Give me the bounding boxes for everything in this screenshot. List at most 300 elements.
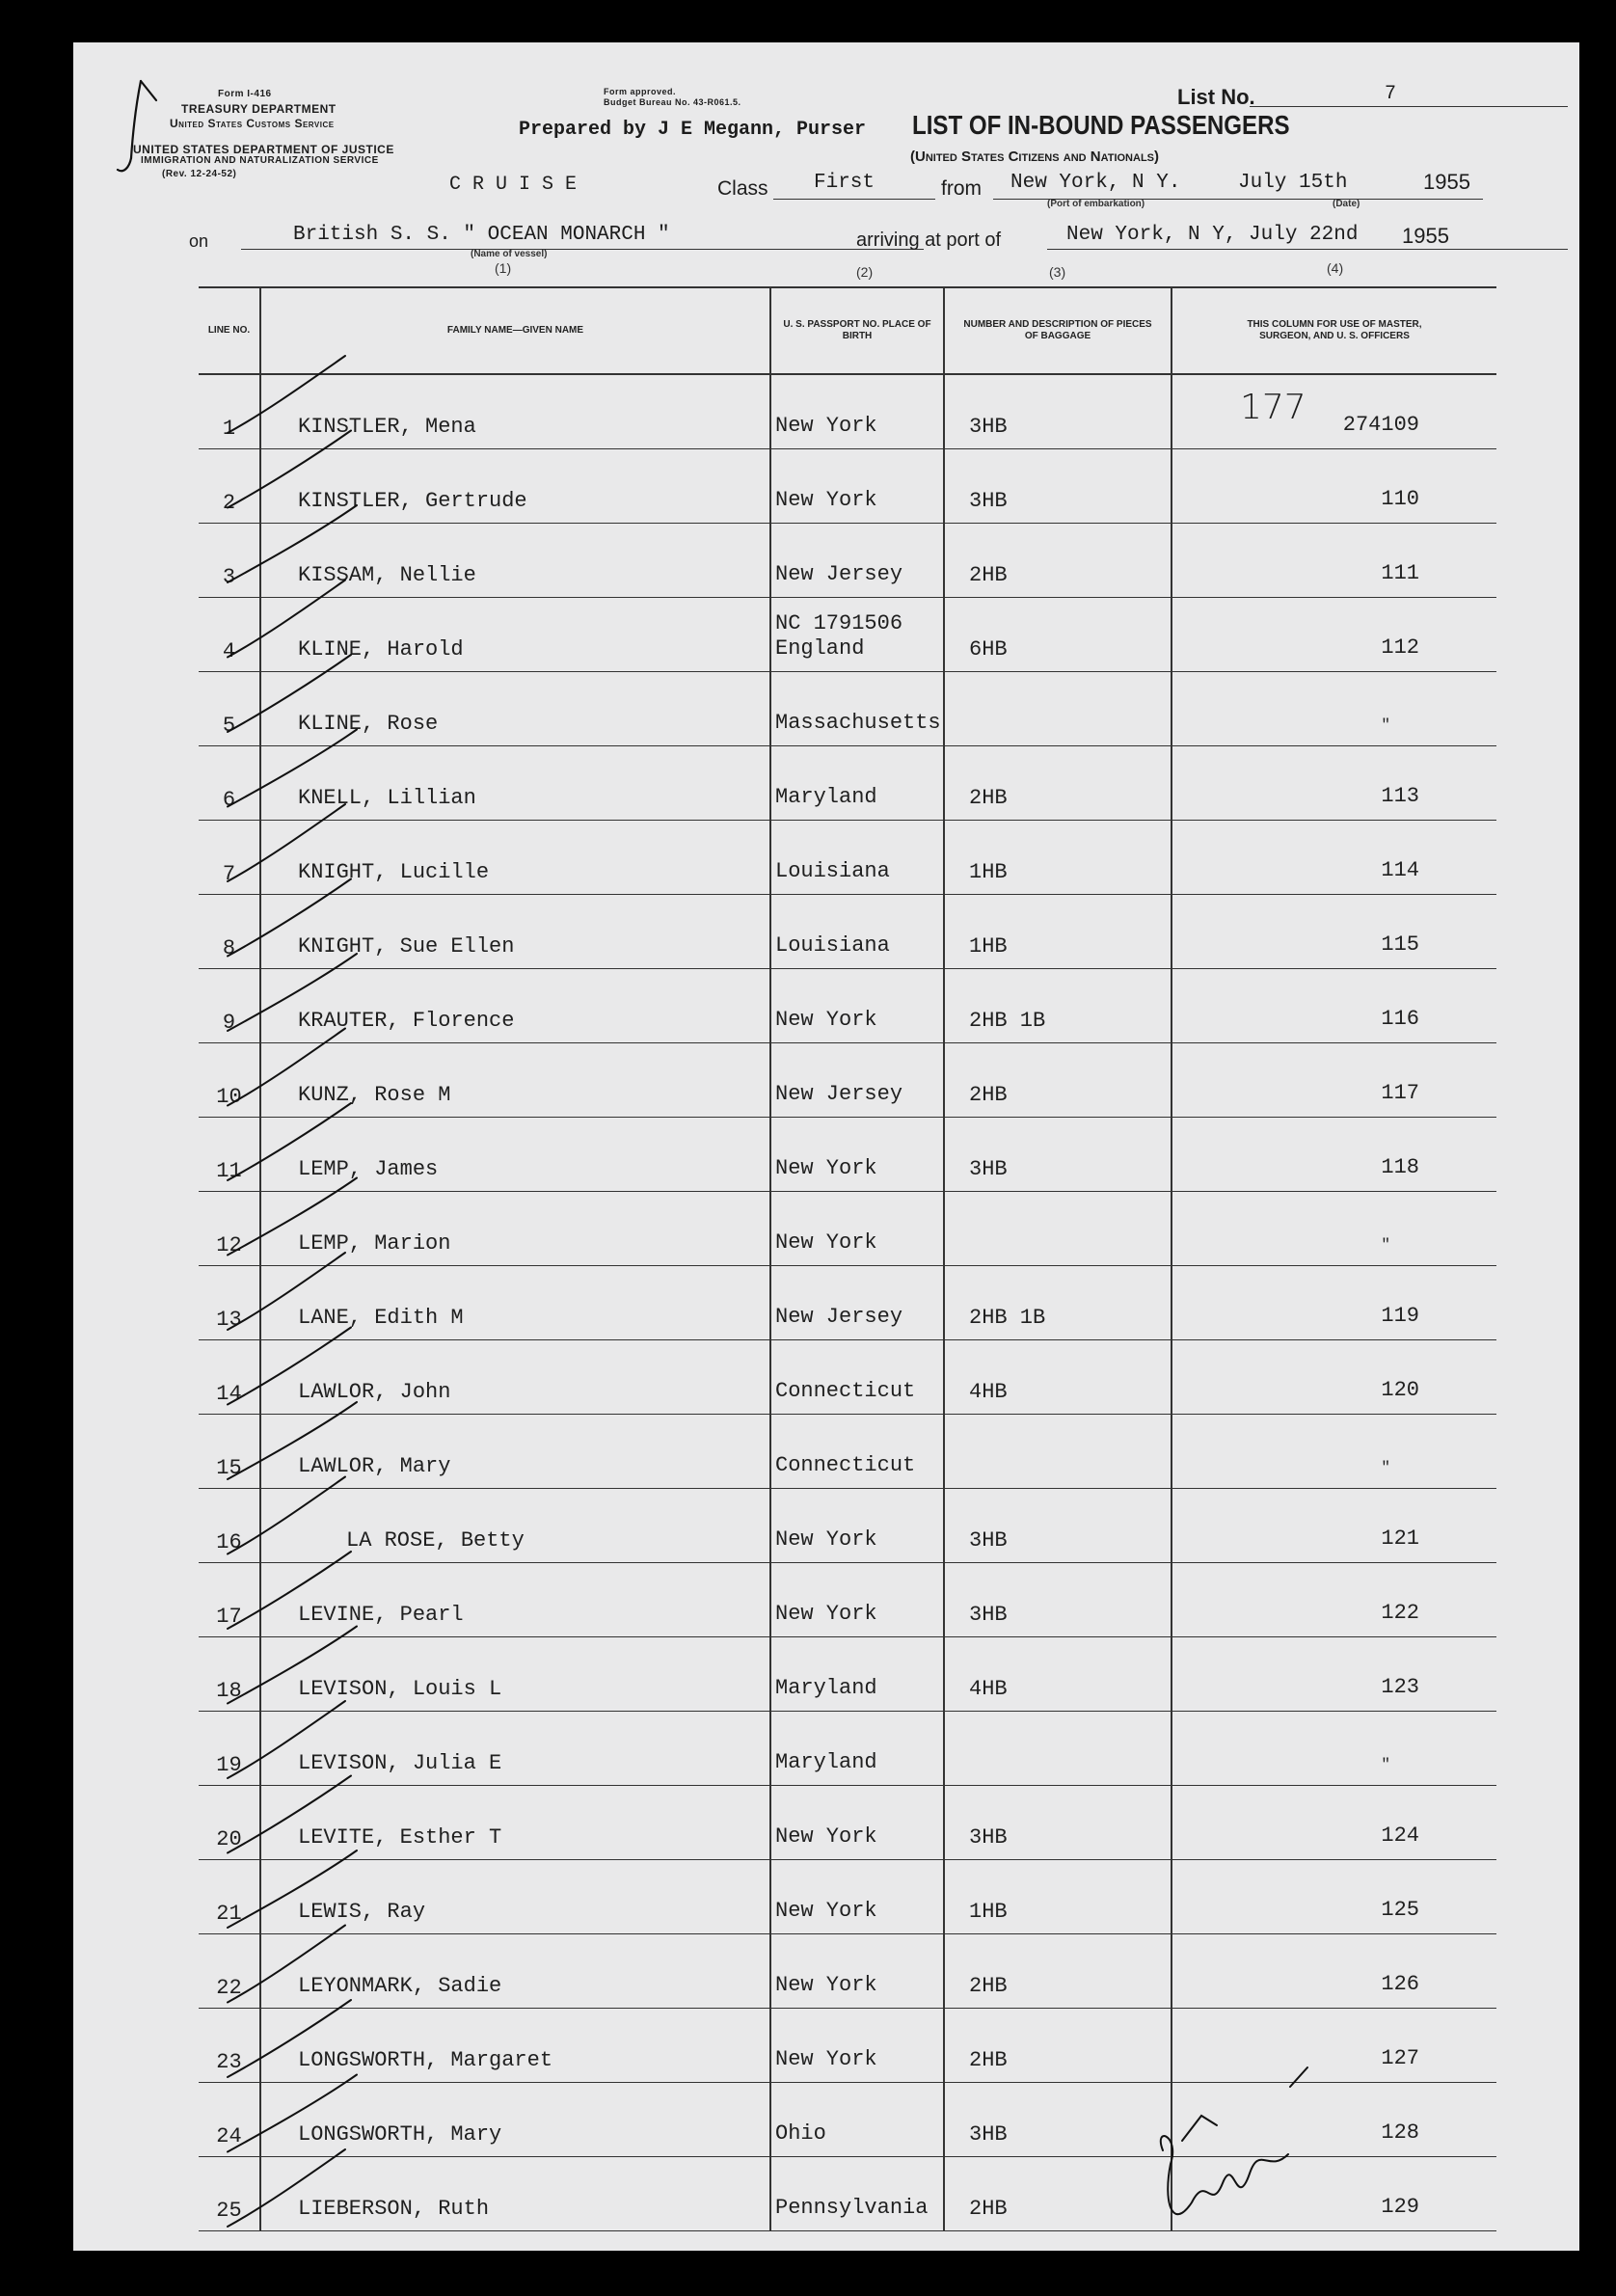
passenger-name: LEYONMARK, Sadie	[298, 1974, 502, 1998]
line-number-text: 19	[216, 1753, 242, 1777]
place-text: New York	[775, 488, 877, 512]
line-number-text: 2	[222, 491, 236, 515]
official-use-cell	[1172, 672, 1496, 746]
passenger-name: LEWIS, Ray	[298, 1900, 426, 1924]
official-use-cell	[1172, 1118, 1496, 1192]
line-number-text: 14	[216, 1382, 242, 1406]
line-number-text: 16	[216, 1530, 242, 1554]
baggage-cell	[944, 2009, 1172, 2083]
table-row	[199, 895, 1496, 969]
place-text: Pennsylvania	[775, 2196, 929, 2220]
place-text: New York	[775, 1008, 877, 1032]
table-row	[199, 598, 1496, 672]
baggage-cell	[944, 1266, 1172, 1340]
line-number-text: 7	[222, 862, 236, 886]
baggage-cell	[944, 1415, 1172, 1489]
official-number: "	[1381, 1236, 1390, 1254]
line-number	[199, 895, 260, 969]
baggage-description: 2HB 1B	[969, 1009, 1046, 1033]
on-label: on	[189, 231, 209, 251]
official-number: 114	[1381, 858, 1419, 882]
cruise-label: C R U I S E	[449, 174, 578, 196]
table-row	[199, 2009, 1496, 2083]
place-text: New Jersey	[775, 562, 903, 586]
port-caption: (Port of embarkation)	[1047, 199, 1145, 209]
table-row	[199, 1340, 1496, 1415]
baggage-description: 3HB	[969, 489, 1008, 513]
baggage-cell	[944, 1860, 1172, 1934]
place-of-birth-cell	[770, 1118, 944, 1192]
class-value: First	[814, 172, 875, 194]
place-text: New York	[775, 1527, 877, 1552]
table-row	[199, 1860, 1496, 1934]
place-of-birth-cell	[770, 2083, 944, 2157]
official-number: 126	[1381, 1972, 1419, 1996]
place-of-birth-cell	[770, 672, 944, 746]
place-of-birth-cell	[770, 1563, 944, 1637]
passenger-name-cell	[260, 1934, 770, 2009]
line-number	[199, 2009, 260, 2083]
date-caption: (Date)	[1333, 199, 1360, 209]
list-title: LIST OF IN-BOUND PASSENGERS	[912, 110, 1290, 140]
line-number-text: 4	[222, 639, 236, 663]
place-of-birth	[775, 1379, 915, 1404]
budget-bureau-number: Budget Bureau No. 43-R061.5.	[604, 97, 741, 107]
line-number	[199, 1340, 260, 1415]
passenger-name: LEMP, James	[298, 1157, 439, 1181]
table-row	[199, 524, 1496, 598]
place-text: Louisiana	[775, 933, 890, 958]
official-number: 113	[1381, 784, 1419, 808]
place-text: New Jersey	[775, 1082, 903, 1106]
handwritten-177: 177	[1240, 388, 1306, 427]
from-year: 1955	[1423, 170, 1470, 194]
baggage-description: 3HB	[969, 1603, 1008, 1627]
line-number-text: 6	[222, 788, 236, 812]
line-number	[199, 1192, 260, 1266]
table-row	[199, 1563, 1496, 1637]
place-text: Maryland	[775, 1676, 877, 1700]
passenger-name-cell	[260, 524, 770, 598]
table-row	[199, 2157, 1496, 2231]
passenger-name-cell	[260, 598, 770, 672]
official-use-cell	[1172, 598, 1496, 672]
baggage-description: 3HB	[969, 2122, 1008, 2147]
passenger-name: LEVINE, Pearl	[298, 1603, 464, 1627]
column-number-3: (3)	[1049, 264, 1066, 280]
arrival-port-date: New York, N Y, July 22nd	[1066, 224, 1359, 246]
official-use-cell	[1172, 1860, 1496, 1934]
line-number	[199, 2083, 260, 2157]
place-text: Connecticut	[775, 1379, 916, 1403]
baggage-description: 2HB	[969, 1083, 1008, 1107]
baggage-cell	[944, 449, 1172, 524]
official-use-cell	[1172, 1340, 1496, 1415]
place-of-birth-cell	[770, 598, 944, 672]
line-number-text: 18	[216, 1679, 242, 1703]
official-number: 125	[1381, 1898, 1419, 1922]
place-of-birth-cell	[770, 1860, 944, 1934]
baggage-cell	[944, 1192, 1172, 1266]
official-number: 121	[1381, 1526, 1419, 1551]
place-of-birth-cell	[770, 969, 944, 1043]
line-number-text: 21	[216, 1902, 242, 1926]
vessel-line	[241, 249, 924, 250]
immigration-service: IMMIGRATION AND NATURALIZATION SERVICE	[141, 155, 379, 166]
passenger-name-cell	[260, 895, 770, 969]
line-number	[199, 1563, 260, 1637]
official-number: 124	[1381, 1823, 1419, 1848]
passenger-name-cell	[260, 1786, 770, 1860]
header-line-no: LINE NO.	[199, 288, 260, 374]
vessel-caption: (Name of vessel)	[471, 249, 548, 259]
line-number-text: 22	[216, 1976, 242, 2000]
place-text: New York	[775, 1973, 877, 1997]
passenger-name-cell	[260, 1860, 770, 1934]
line-number-text: 5	[222, 714, 236, 738]
baggage-description: 2HB	[969, 563, 1008, 587]
place-of-birth	[775, 1527, 877, 1553]
baggage-description: 2HB	[969, 2048, 1008, 2072]
arrival-year: 1955	[1402, 224, 1449, 248]
official-number: 111	[1381, 561, 1419, 585]
customs-service: United States Customs Service	[170, 117, 335, 130]
official-number: 122	[1381, 1601, 1419, 1625]
line-number-text: 20	[216, 1827, 242, 1851]
baggage-cell	[944, 374, 1172, 449]
passenger-name: KINSTLER, Mena	[298, 415, 476, 439]
baggage-cell	[944, 1934, 1172, 2009]
passenger-name: KRAUTER, Florence	[298, 1009, 515, 1033]
passenger-name-cell	[260, 1415, 770, 1489]
passenger-name-cell	[260, 1043, 770, 1118]
official-number: 115	[1381, 932, 1419, 957]
baggage-cell	[944, 969, 1172, 1043]
table-row	[199, 1118, 1496, 1192]
place-of-birth-cell	[770, 1712, 944, 1786]
place-text: New York	[775, 2047, 877, 2071]
passenger-name-cell	[260, 1563, 770, 1637]
table-row	[199, 1192, 1496, 1266]
passenger-name: KINSTLER, Gertrude	[298, 489, 527, 513]
header-baggage: NUMBER AND DESCRIPTION OF PIECES OF BAGGAGE	[944, 288, 1172, 374]
line-number-text: 9	[222, 1011, 236, 1035]
official-number: 118	[1381, 1155, 1419, 1179]
place-of-birth	[775, 1230, 877, 1256]
baggage-cell	[944, 1118, 1172, 1192]
line-number	[199, 374, 260, 449]
place-of-birth-cell	[770, 1489, 944, 1563]
place-text: Louisiana	[775, 859, 890, 883]
baggage-cell	[944, 2083, 1172, 2157]
table-row	[199, 1786, 1496, 1860]
baggage-cell	[944, 895, 1172, 969]
passenger-name: KNIGHT, Sue Ellen	[298, 934, 515, 959]
table-row	[199, 1415, 1496, 1489]
place-text: England	[775, 636, 865, 661]
baggage-description: 2HB 1B	[969, 1306, 1046, 1330]
official-use-cell	[1172, 374, 1496, 449]
place-text: New York	[775, 1230, 877, 1255]
place-of-birth	[775, 1082, 902, 1107]
column-number-4: (4)	[1327, 260, 1344, 276]
baggage-description: 1HB	[969, 860, 1008, 884]
line-number	[199, 1118, 260, 1192]
baggage-cell	[944, 1786, 1172, 1860]
baggage-description: 1HB	[969, 1900, 1008, 1924]
passenger-name-cell	[260, 449, 770, 524]
table-row	[199, 672, 1496, 746]
table-row	[199, 1712, 1496, 1786]
header-name: FAMILY NAME—GIVEN NAME	[260, 288, 770, 374]
passenger-table	[199, 288, 1496, 2231]
passenger-name: LANE, Edith M	[298, 1306, 464, 1330]
place-of-birth-cell	[770, 1340, 944, 1415]
official-use-cell	[1172, 524, 1496, 598]
line-number	[199, 1637, 260, 1712]
form-number: Form I-416	[218, 89, 272, 99]
line-number-text: 23	[216, 2050, 242, 2074]
list-number-value: 7	[1385, 83, 1397, 105]
place-of-birth	[775, 1676, 877, 1701]
official-use-cell	[1172, 1637, 1496, 1712]
line-number	[199, 1043, 260, 1118]
passenger-name: LEVISON, Julia E	[298, 1751, 502, 1775]
line-number-text: 10	[216, 1085, 242, 1109]
line-number-text: 13	[216, 1308, 242, 1332]
passenger-name: KISSAM, Nellie	[298, 563, 476, 587]
line-number-text: 12	[216, 1233, 242, 1257]
vessel-name: British S. S. " OCEAN MONARCH "	[293, 224, 670, 246]
place-of-birth	[775, 414, 877, 439]
from-label: from	[941, 177, 982, 200]
from-date: July 15th	[1238, 172, 1348, 194]
passenger-name: LAWLOR, Mary	[298, 1454, 451, 1478]
official-use-cell	[1172, 449, 1496, 524]
place-of-birth-cell	[770, 374, 944, 449]
table-row	[199, 1266, 1496, 1340]
place-text: Maryland	[775, 785, 877, 809]
line-number-text: 17	[216, 1605, 242, 1629]
line-number-text: 11	[216, 1159, 242, 1183]
line-number	[199, 821, 260, 895]
official-use-cell	[1172, 2083, 1496, 2157]
baggage-cell	[944, 821, 1172, 895]
place-of-birth	[775, 611, 902, 662]
place-of-birth	[775, 1973, 877, 1998]
place-of-birth	[775, 859, 890, 884]
passenger-name: KUNZ, Rose M	[298, 1083, 451, 1107]
place-of-birth-cell	[770, 895, 944, 969]
manifest-page	[73, 42, 1579, 2251]
passenger-name-cell	[260, 1637, 770, 1712]
place-of-birth	[775, 2047, 877, 2072]
official-number: 112	[1381, 635, 1419, 660]
passenger-name: LA ROSE, Betty	[346, 1528, 525, 1553]
place-of-birth	[775, 1305, 902, 1330]
passenger-name: LONGSWORTH, Mary	[298, 2122, 502, 2147]
official-number: 120	[1381, 1378, 1419, 1402]
official-use-cell	[1172, 2009, 1496, 2083]
column-number-2: (2)	[856, 264, 874, 280]
official-number: 116	[1381, 1007, 1419, 1031]
line-number	[199, 2157, 260, 2231]
line-number	[199, 1489, 260, 1563]
place-of-birth-cell	[770, 746, 944, 821]
official-number: "	[1381, 716, 1390, 734]
place-of-birth	[775, 2121, 826, 2147]
class-label: Class	[717, 177, 768, 200]
line-number	[199, 1712, 260, 1786]
line-number	[199, 1415, 260, 1489]
baggage-description: 3HB	[969, 1825, 1008, 1850]
official-use-cell	[1172, 746, 1496, 821]
table-row	[199, 1637, 1496, 1712]
baggage-cell	[944, 1489, 1172, 1563]
department-of-justice: UNITED STATES DEPARTMENT OF JUSTICE	[133, 143, 394, 156]
line-number	[199, 1934, 260, 2009]
official-number: 117	[1381, 1081, 1419, 1105]
passenger-name-cell	[260, 746, 770, 821]
official-use-cell	[1172, 1415, 1496, 1489]
official-use-cell	[1172, 2157, 1496, 2231]
baggage-cell	[944, 524, 1172, 598]
place-of-birth-cell	[770, 821, 944, 895]
official-number: 123	[1381, 1675, 1419, 1699]
baggage-cell	[944, 1712, 1172, 1786]
baggage-description: 2HB	[969, 786, 1008, 810]
line-number	[199, 746, 260, 821]
place-of-birth	[775, 1602, 877, 1627]
line-number	[199, 969, 260, 1043]
arriving-label: arriving at port of	[856, 230, 1002, 251]
line-number-text: 25	[216, 2199, 242, 2223]
place-of-birth	[775, 1156, 877, 1181]
passenger-name: KNIGHT, Lucille	[298, 860, 490, 884]
passenger-name-cell	[260, 969, 770, 1043]
line-number	[199, 524, 260, 598]
place-of-birth-cell	[770, 1415, 944, 1489]
line-number-text: 1	[222, 417, 236, 441]
passenger-name: KNELL, Lillian	[298, 786, 476, 810]
place-of-birth-cell	[770, 1637, 944, 1712]
place-of-birth	[775, 2196, 928, 2221]
baggage-description: 4HB	[969, 1380, 1008, 1404]
passenger-name: LONGSWORTH, Margaret	[298, 2048, 553, 2072]
official-number: 128	[1381, 2120, 1419, 2145]
place-text: New Jersey	[775, 1305, 903, 1329]
place-of-birth	[775, 1824, 877, 1850]
passenger-name-cell	[260, 1340, 770, 1415]
passenger-name: LEVISON, Louis L	[298, 1677, 502, 1701]
baggage-cell	[944, 2157, 1172, 2231]
line-number	[199, 672, 260, 746]
line-number	[199, 1266, 260, 1340]
table-row	[199, 969, 1496, 1043]
place-of-birth-cell	[770, 1043, 944, 1118]
place-of-birth-cell	[770, 1786, 944, 1860]
place-of-birth	[775, 562, 902, 587]
baggage-cell	[944, 1043, 1172, 1118]
revision-date: (Rev. 12-24-52)	[162, 169, 237, 179]
passenger-name: KLINE, Rose	[298, 712, 439, 736]
place-text: Ohio	[775, 2121, 826, 2146]
passenger-name-cell	[260, 2009, 770, 2083]
baggage-cell	[944, 1637, 1172, 1712]
place-of-birth-cell	[770, 1934, 944, 2009]
line-number-text: 15	[216, 1456, 242, 1480]
from-port: New York, N Y.	[1010, 172, 1181, 194]
prepared-by: Prepared by J E Megann, Purser	[519, 119, 867, 141]
official-number: 110	[1381, 487, 1419, 511]
baggage-description: 6HB	[969, 637, 1008, 662]
official-number: "	[1381, 1459, 1390, 1476]
place-of-birth-cell	[770, 2157, 944, 2231]
passenger-name: LIEBERSON, Ruth	[298, 2197, 490, 2221]
table-row	[199, 1934, 1496, 2009]
header-official-use: THIS COLUMN FOR USE OF MASTER, SURGEON, AND U. S. OFFICERS	[1172, 288, 1496, 374]
official-use-cell	[1172, 821, 1496, 895]
place-text: New York	[775, 1824, 877, 1849]
line-number-text: 3	[222, 565, 236, 589]
baggage-cell	[944, 1340, 1172, 1415]
list-subtitle: (United States Citizens and Nationals)	[910, 149, 1159, 165]
place-of-birth-cell	[770, 2009, 944, 2083]
official-number: 127	[1381, 2046, 1419, 2070]
baggage-description: 2HB	[969, 2197, 1008, 2221]
list-number-label: List No.	[1177, 85, 1255, 109]
header-passport: U. S. PASSPORT NO. PLACE OF BIRTH	[770, 288, 944, 374]
passenger-name: LAWLOR, John	[298, 1380, 451, 1404]
official-use-cell	[1172, 1712, 1496, 1786]
place-text: New York	[775, 1156, 877, 1180]
place-text: Massachusetts	[775, 711, 941, 735]
passenger-name-cell	[260, 374, 770, 449]
baggage-description: 2HB	[969, 1974, 1008, 1998]
column-number-1: (1)	[495, 260, 512, 276]
official-number: 274109	[1342, 413, 1419, 437]
place-of-birth	[775, 1750, 877, 1775]
official-use-cell	[1172, 1563, 1496, 1637]
place-text: Maryland	[775, 1750, 877, 1774]
treasury-department: TREASURY DEPARTMENT	[181, 102, 337, 116]
baggage-description: 3HB	[969, 1157, 1008, 1181]
place-of-birth	[775, 1008, 877, 1033]
line-number-text: 24	[216, 2124, 242, 2148]
place-of-birth	[775, 488, 877, 513]
table-row	[199, 449, 1496, 524]
place-of-birth-cell	[770, 1192, 944, 1266]
line-number	[199, 1860, 260, 1934]
form-approved: Form approved.	[604, 87, 677, 96]
list-number-line	[1250, 106, 1568, 107]
official-use-cell	[1172, 1266, 1496, 1340]
place-of-birth	[775, 711, 941, 736]
official-use-cell	[1172, 969, 1496, 1043]
place-of-birth	[775, 1899, 877, 1924]
place-text: Connecticut	[775, 1453, 916, 1477]
table-row	[199, 1489, 1496, 1563]
passenger-name-cell	[260, 1712, 770, 1786]
baggage-description: 3HB	[969, 415, 1008, 439]
place-text: New York	[775, 1899, 877, 1923]
official-use-cell	[1172, 1934, 1496, 2009]
official-number: 119	[1381, 1304, 1419, 1328]
place-text: New York	[775, 414, 877, 438]
place-of-birth	[775, 1453, 915, 1478]
official-number: "	[1381, 1756, 1390, 1773]
place-text: New York	[775, 1602, 877, 1626]
